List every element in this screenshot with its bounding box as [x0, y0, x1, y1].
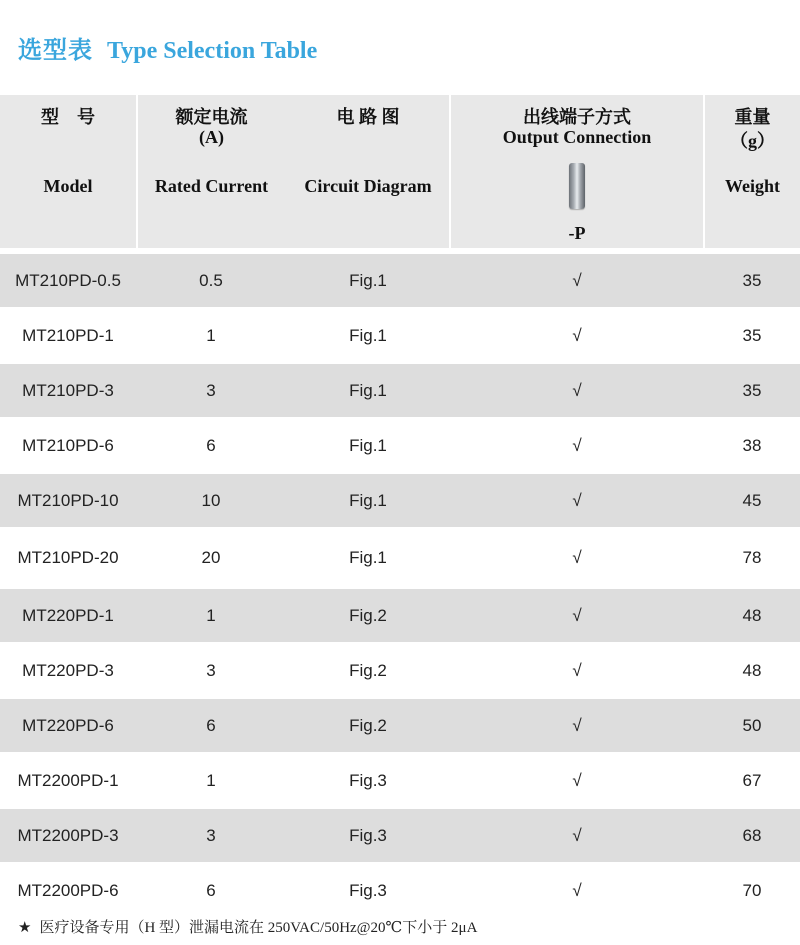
table-row [0, 589, 800, 644]
table-row [0, 419, 800, 474]
cell-circuit: Fig.3 [349, 770, 387, 790]
table-row [0, 864, 800, 919]
header-rated-cn: 额定电流 [175, 107, 248, 127]
header-output-en: Output Connection [502, 127, 652, 147]
cell-circuit: Fig.1 [349, 380, 387, 400]
table-row [0, 529, 800, 589]
footnote [18, 916, 477, 937]
cell-model: MT210PD-3 [22, 380, 114, 400]
cell-circuit: Fig.1 [349, 490, 387, 510]
header-weight-en: Weight [724, 176, 780, 196]
selection-table [0, 95, 800, 919]
cell-rated-current: 1 [206, 605, 216, 625]
cell-model: MT210PD-6 [22, 435, 114, 455]
cell-output-check: √ [572, 325, 582, 345]
header-model-cn: 型 号 [41, 107, 95, 127]
cell-rated-current: 0.5 [199, 270, 223, 290]
cell-circuit: Fig.2 [349, 715, 387, 735]
cell-rated-current: 10 [201, 490, 221, 510]
header-weight-cn: 重量 [734, 107, 771, 127]
cell-rated-current: 6 [206, 715, 216, 735]
cell-weight: 35 [742, 325, 762, 345]
cell-circuit: Fig.1 [349, 325, 387, 345]
cell-weight: 78 [742, 548, 762, 567]
cell-circuit: Fig.2 [349, 605, 387, 625]
header-weight [705, 95, 800, 248]
cell-output-check: √ [572, 270, 582, 290]
table-row [0, 254, 800, 309]
cell-weight: 50 [742, 715, 762, 735]
cell-model: MT2200PD-3 [17, 825, 119, 845]
cell-output-check: √ [572, 490, 582, 510]
cell-model: MT220PD-1 [22, 605, 114, 625]
cell-rated-current: 6 [206, 435, 216, 455]
cell-output-check: √ [572, 435, 582, 455]
cell-rated-current: 3 [206, 825, 216, 845]
header-rated-unit: (A) [199, 127, 224, 147]
table-row [0, 364, 800, 419]
cell-weight: 68 [742, 825, 762, 845]
cell-model: MT2200PD-1 [17, 770, 119, 790]
table-row [0, 309, 800, 364]
table-header [0, 95, 800, 248]
cell-model: MT2200PD-6 [17, 880, 119, 900]
cell-output-check: √ [572, 380, 582, 400]
cell-weight: 38 [742, 435, 762, 455]
cell-circuit: Fig.3 [349, 825, 387, 845]
cell-output-check: √ [572, 548, 582, 567]
cell-model: MT210PD-1 [22, 325, 114, 345]
cell-model: MT220PD-3 [22, 660, 114, 680]
footnote-text: 医疗设备专用（H 型）泄漏电流在 250VAC/50Hz@20℃下小于 2μA [39, 920, 478, 936]
page-title-cn: 选型表 [18, 38, 93, 64]
header-output-cn: 出线端子方式 [523, 107, 631, 127]
header-weight-unit: （g） [730, 131, 775, 151]
page-title-en: Type Selection Table [107, 38, 318, 64]
cell-circuit: Fig.3 [349, 880, 387, 900]
cell-rated-current: 20 [201, 548, 221, 567]
cell-model: MT220PD-6 [22, 715, 114, 735]
page-title [18, 30, 317, 65]
cell-model: MT210PD-0.5 [15, 270, 121, 290]
cell-model: MT210PD-10 [17, 490, 119, 510]
star-icon: ★ [18, 920, 32, 936]
table-row [0, 809, 800, 864]
table-row [0, 644, 800, 699]
header-circuit-diagram [287, 95, 449, 248]
cell-circuit: Fig.1 [349, 435, 387, 455]
cell-output-check: √ [572, 605, 582, 625]
cell-rated-current: 1 [206, 770, 216, 790]
cell-circuit: Fig.2 [349, 660, 387, 680]
header-output-connection [451, 95, 703, 248]
cell-output-check: √ [572, 770, 582, 790]
cell-rated-current: 3 [206, 380, 216, 400]
cell-weight: 67 [742, 770, 762, 790]
table-row [0, 474, 800, 529]
table-row [0, 699, 800, 754]
header-model [0, 95, 136, 248]
cell-rated-current: 3 [206, 660, 216, 680]
header-rated-current [138, 95, 285, 248]
cell-rated-current: 6 [206, 880, 216, 900]
cell-circuit: Fig.1 [349, 270, 387, 290]
pin-terminal-icon [569, 163, 585, 209]
header-rated-en: Rated Current [154, 176, 269, 196]
cell-rated-current: 1 [206, 325, 216, 345]
cell-output-check: √ [572, 715, 582, 735]
cell-output-check: √ [572, 880, 582, 900]
table-body [0, 254, 800, 919]
table-row [0, 754, 800, 809]
cell-output-check: √ [572, 660, 582, 680]
header-circuit-en: Circuit Diagram [304, 176, 432, 196]
cell-circuit: Fig.1 [349, 548, 387, 567]
header-model-en: Model [43, 176, 93, 196]
header-output-option: -P [568, 223, 586, 243]
cell-weight: 70 [742, 880, 762, 900]
cell-model: MT210PD-20 [17, 548, 119, 567]
cell-weight: 48 [742, 660, 762, 680]
header-circuit-cn: 电 路 图 [336, 107, 400, 127]
cell-output-check: √ [572, 825, 582, 845]
cell-weight: 35 [742, 380, 762, 400]
cell-weight: 48 [742, 605, 762, 625]
cell-weight: 45 [742, 490, 762, 510]
cell-weight: 35 [742, 270, 762, 290]
